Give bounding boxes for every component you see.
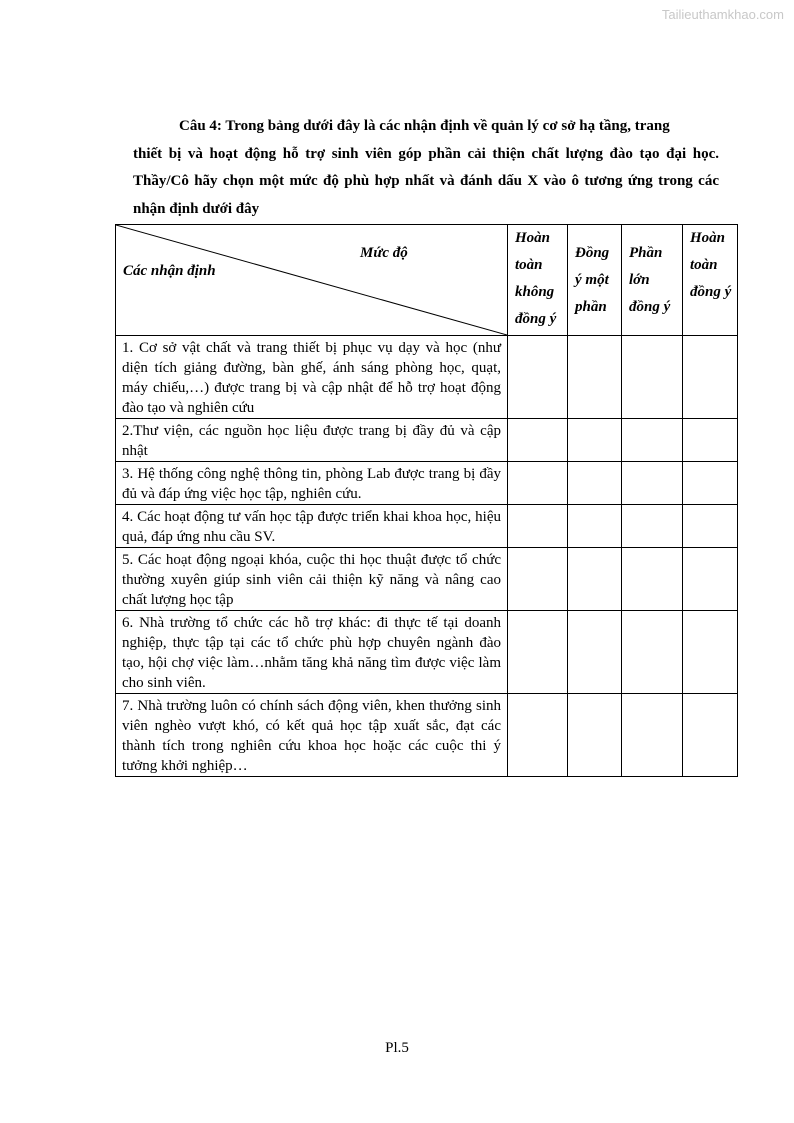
diagonal-header-cell [116, 225, 508, 336]
answer-cell[interactable] [508, 336, 568, 419]
answer-cell[interactable] [568, 611, 622, 694]
answer-cell[interactable] [622, 548, 683, 611]
statement-cell: 2.Thư viện, các nguồn học liệu được trang bị đầy đủ và cập nhật [116, 419, 508, 462]
answer-cell[interactable] [622, 611, 683, 694]
answer-cell[interactable] [508, 694, 568, 777]
answer-cell[interactable] [568, 548, 622, 611]
answer-cell[interactable] [622, 694, 683, 777]
answer-cell[interactable] [568, 694, 622, 777]
answer-cell[interactable] [622, 505, 683, 548]
table-row [116, 336, 738, 419]
col-header-mostly-agree: Phần lớn đồng ý [622, 225, 683, 336]
answer-cell[interactable] [568, 505, 622, 548]
statement-cell: 6. Nhà trường tổ chức các hỗ trợ khác: đi thực tế tại doanh nghiệp, thực tập tại các tổ chức phù hợp chuyên ngành đào tạo, hội chợ việc làm…nhằm tăng khả năng tìm được việc làm cho sinh viên. [116, 611, 508, 694]
answer-cell[interactable] [622, 336, 683, 419]
answer-cell[interactable] [508, 462, 568, 505]
table-row [116, 505, 738, 548]
table-row [116, 462, 738, 505]
statement-cell: 4. Các hoạt động tư vấn học tập được triển khai khoa học, hiệu quả, đáp ứng nhu cầu SV. [116, 505, 508, 548]
col-header-partly-agree: Đồng ý một phần [568, 225, 622, 336]
answer-cell[interactable] [508, 419, 568, 462]
col-header-strongly-disagree: Hoàn toàn không đồng ý [508, 225, 568, 336]
diagonal-line [116, 225, 507, 335]
answer-cell[interactable] [683, 611, 738, 694]
answer-cell[interactable] [622, 462, 683, 505]
question-text [133, 113, 719, 223]
answer-cell[interactable] [683, 548, 738, 611]
table-row [116, 548, 738, 611]
statement-cell: 7. Nhà trường luôn có chính sách động viên, khen thưởng sinh viên nghèo vượt khó, có kết quả học tập xuất sắc, đạt các thành tích trong nghiên cứu khoa học hoặc các cuộc thi ý tưởng khởi nghiệp… [116, 694, 508, 777]
answer-cell[interactable] [683, 694, 738, 777]
table-row [116, 694, 738, 777]
answer-cell[interactable] [683, 419, 738, 462]
survey-table [115, 224, 738, 777]
answer-cell[interactable] [683, 336, 738, 419]
col-header-strongly-agree: Hoàn toàn đồng ý [683, 225, 738, 336]
answer-cell[interactable] [568, 419, 622, 462]
header-level-label: Mức độ [360, 245, 408, 261]
answer-cell[interactable] [568, 462, 622, 505]
table-row [116, 611, 738, 694]
answer-cell[interactable] [508, 548, 568, 611]
answer-cell[interactable] [683, 505, 738, 548]
table-header-row [116, 225, 738, 336]
watermark: Tailieuthamkhao.com [661, 7, 784, 22]
statement-cell: 5. Các hoạt động ngoại khóa, cuộc thi học thuật được tổ chức thường xuyên giúp sinh viên cải thiện kỹ năng và nâng cao chất lượng học tập [116, 548, 508, 611]
header-statements-label: Các nhận định [123, 263, 216, 279]
answer-cell[interactable] [568, 336, 622, 419]
answer-cell[interactable] [683, 462, 738, 505]
answer-cell[interactable] [508, 611, 568, 694]
answer-cell[interactable] [622, 419, 683, 462]
table-row [116, 419, 738, 462]
statement-cell: 3. Hệ thống công nghệ thông tin, phòng Lab được trang bị đầy đủ và đáp ứng việc học tập, nghiên cứu. [116, 462, 508, 505]
question-first-line: Câu 4: Trong bảng dưới đây là các nhận định về quản lý cơ sở hạ tầng, trang [179, 118, 670, 134]
statement-cell: 1. Cơ sở vật chất và trang thiết bị phục vụ dạy và học (như diện tích giảng đường, bàn ghế, ánh sáng phòng học, quạt, máy chiếu,…) được trang bị và cập nhật để hỗ trợ hoạt động đào tạo và nghiên cứu [116, 336, 508, 419]
page-number: Pl.5 [385, 1040, 409, 1056]
question-continuation: thiết bị và hoạt động hỗ trợ sinh viên góp phần cải thiện chất lượng đào tạo đại học. Thầy/Cô hãy chọn một mức độ phù hợp nhất và đánh dấu X vào ô tương ứng trong các nhận định dưới đây [133, 145, 719, 217]
answer-cell[interactable] [508, 505, 568, 548]
